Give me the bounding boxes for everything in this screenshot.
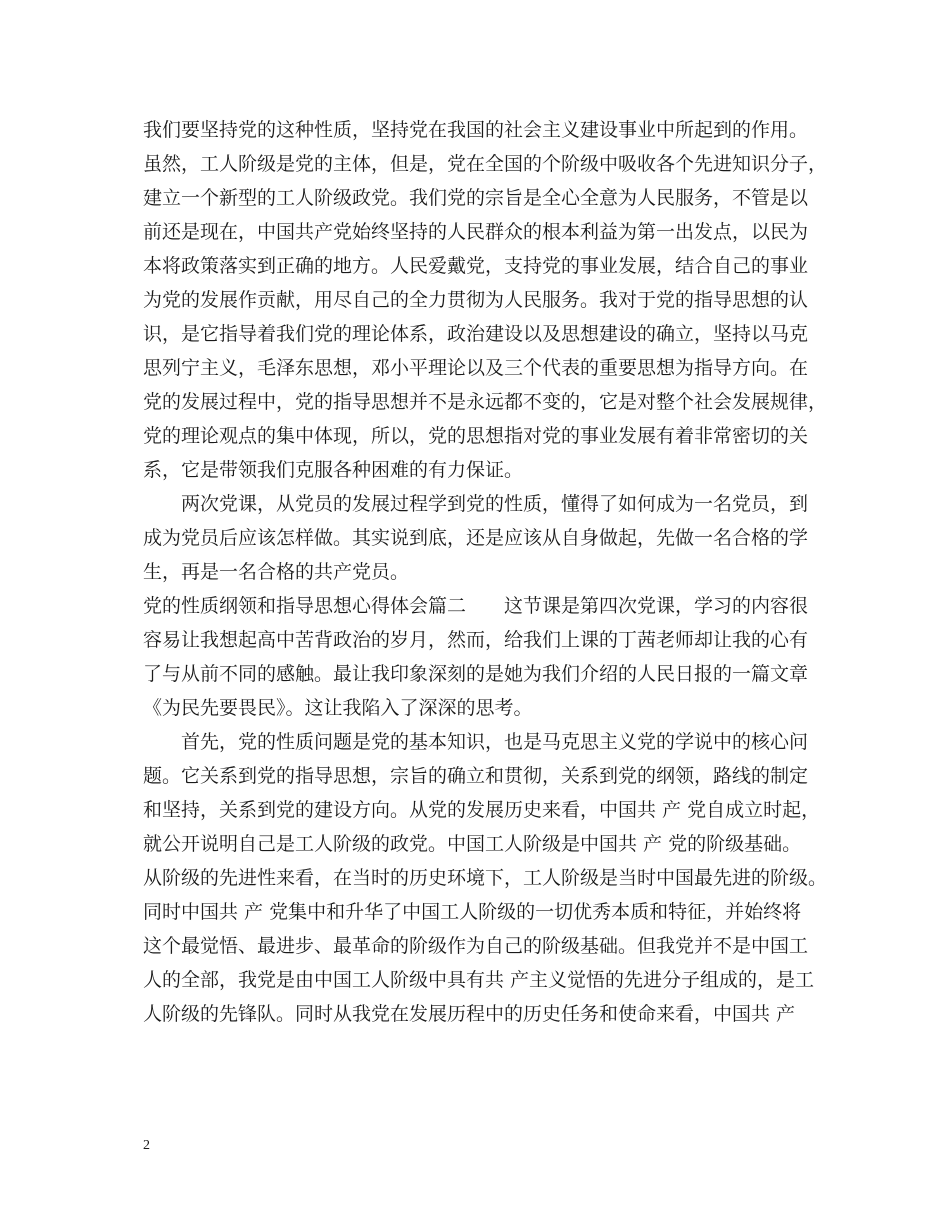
text-line: 这个最觉悟、最进步、最革命的阶级作为自己的阶级基础。但我党并不是中国工	[143, 935, 809, 957]
text-line: 两次党课，从党员的发展过程学到党的性质，懂得了如何成为一名党员，到	[143, 493, 809, 515]
text-line: 党的理论观点的集中体现，所以，党的思想指对党的事业发展有着非常密切的关	[143, 425, 809, 447]
text-line: 《为民先要畏民》。这让我陷入了深深的思考。	[143, 697, 533, 719]
page-number: 2	[143, 1138, 150, 1153]
text-line: 生，再是一名合格的共产党员。	[143, 561, 410, 583]
text-line: 系，它是带领我们克服各种困难的有力保证。	[143, 459, 524, 481]
text-line: 虽然，工人阶级是党的主体，但是，党在全国的个阶级中吸收各个先进知识分子，	[143, 153, 828, 175]
text-line: 我们要坚持党的这种性质，坚持党在我国的社会主义建设事业中所起到的作用。	[143, 119, 809, 141]
text-line: 人阶级的先锋队。同时从我党在发展历程中的历史任务和使命来看，中国共 产	[143, 1003, 796, 1025]
text-line: 人的全部，我党是由中国工人阶级中具有共 产主义觉悟的先进分子组成的，是工	[143, 969, 815, 991]
text-line: 首先，党的性质问题是党的基本知识，也是马克思主义党的学说中的核心问	[143, 731, 809, 753]
text-line: 为党的发展作贡献，用尽自己的全力贯彻为人民服务。我对于党的指导思想的认	[143, 289, 809, 311]
text-line: 同时中国共 产 党集中和升华了中国工人阶级的一切优秀本质和特征，并始终将	[143, 901, 802, 923]
text-line: 题。它关系到党的指导思想，宗旨的确立和贯彻，关系到党的纲领，路线的制定	[143, 765, 809, 787]
text-line: 容易让我想起高中苦背政治的岁月，然而，给我们上课的丁茜老师却让我的心有	[143, 629, 809, 651]
text-line: 和坚持，关系到党的建设方向。从党的发展历史来看，中国共 产 党自成立时起，	[143, 799, 821, 821]
text-line: 识，是它指导着我们党的理论体系，政治建设以及思想建设的确立，坚持以马克	[143, 323, 809, 345]
text-line: 成为党员后应该怎样做。其实说到底，还是应该从自身做起，先做一名合格的学	[143, 527, 809, 549]
text-line: 建立一个新型的工人阶级政党。我们党的宗旨是全心全意为人民服务，不管是以	[143, 187, 809, 209]
text-line: 了与从前不同的感触。最让我印象深刻的是她为我们介绍的人民日报的一篇文章	[143, 663, 809, 685]
section-heading-line: 党的性质纲领和指导思想心得体会篇二 这节课是第四次党课，学习的内容很	[143, 595, 809, 617]
text-line: 从阶级的先进性来看，在当时的历史环境下，工人阶级是当时中国最先进的阶级。	[143, 867, 828, 889]
text-line: 就公开说明自己是工人阶级的政党。中国工人阶级是中国共 产 党的阶级基础。	[143, 833, 802, 855]
text-line: 前还是现在，中国共产党始终坚持的人民群众的根本利益为第一出发点，以民为	[143, 221, 809, 243]
text-line: 思列宁主义，毛泽东思想，邓小平理论以及三个代表的重要思想为指导方向。在	[143, 357, 809, 379]
text-line: 本将政策落实到正确的地方。人民爱戴党，支持党的事业发展，结合自己的事业	[143, 255, 809, 277]
text-line: 党的发展过程中，党的指导思想并不是永远都不变的，它是对整个社会发展规律，	[143, 391, 828, 413]
